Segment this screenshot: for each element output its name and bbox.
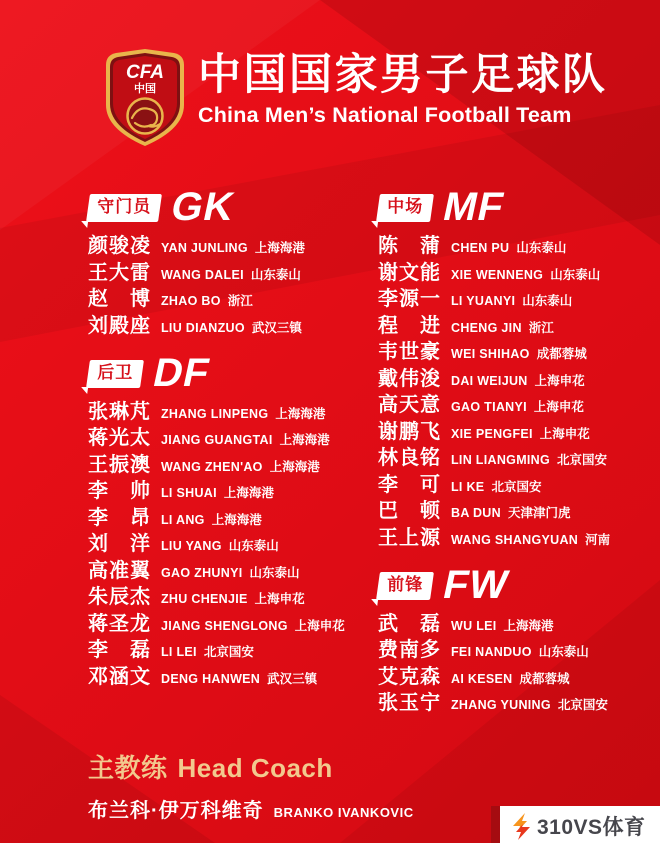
player-club: 山东泰山 — [228, 539, 279, 553]
player-name-cn: 张玉宁 — [378, 692, 440, 714]
player-name-cn: 李磊 — [88, 639, 150, 661]
player-name-cn: 陈蒲 — [378, 235, 440, 257]
player-name-pinyin: GAO TIANYI — [451, 400, 527, 414]
player-row — [88, 455, 378, 475]
player-club: 山东泰山 — [538, 645, 589, 659]
section-label-en: DF — [149, 350, 215, 395]
player-club: 上海海港 — [269, 459, 320, 474]
player-name-cn: 韦世豪 — [378, 341, 440, 363]
watermark-badge — [500, 806, 660, 843]
player-name-pinyin: YAN JUNLING — [161, 241, 248, 255]
head-coach-name-en: BRANKO IVANKOVIC — [273, 805, 414, 820]
player-name-pinyin: LI ANG — [161, 512, 205, 527]
player-name-cn: 王上源 — [378, 526, 440, 549]
player-club: 天津津门虎 — [507, 506, 571, 520]
player-club: 上海海港 — [211, 512, 262, 527]
section-header-gk — [88, 185, 378, 229]
player-name-pinyin: ZHU CHENJIE — [161, 592, 248, 606]
player-name-pinyin: LI SHUAI — [161, 486, 217, 500]
player-name-cn: 李可 — [378, 473, 440, 496]
player-club: 浙江 — [528, 320, 554, 335]
section-header-df — [88, 350, 378, 395]
player-name-cn: 巴顿 — [378, 500, 440, 522]
player-name-pinyin: LI YUANYI — [451, 294, 516, 308]
player-club: 成都蓉城 — [519, 671, 570, 686]
player-name-cn: 蒋圣龙 — [88, 612, 150, 635]
player-club: 武汉三镇 — [267, 671, 318, 686]
player-name-cn: 刘洋 — [88, 533, 150, 555]
player-name-pinyin: WEI SHIHAO — [451, 347, 530, 361]
section-label-cn: 守门员 — [97, 197, 152, 216]
player-name-pinyin: LI KE — [451, 479, 485, 494]
section-label-en: MF — [439, 185, 509, 229]
player-name-pinyin: WANG SHANGYUAN — [451, 532, 579, 547]
player-row — [378, 369, 656, 389]
page-subtitle: China Men’s National Football Team — [198, 103, 572, 128]
player-name-cn: 王大雷 — [88, 261, 150, 284]
player-row — [378, 501, 656, 521]
svg-text:中国: 中国 — [134, 83, 156, 95]
player-name-cn: 蒋光太 — [88, 427, 150, 449]
player-name-cn: 武磊 — [378, 612, 440, 635]
player-name-cn: 林良铭 — [378, 447, 440, 469]
player-row — [88, 316, 378, 336]
player-name-cn: 李昂 — [88, 506, 150, 529]
player-club: 河南 — [585, 532, 611, 547]
player-name-pinyin: LIN LIANGMING — [451, 453, 551, 467]
player-name-cn: 李帅 — [88, 480, 150, 502]
section-label-cn: 中场 — [387, 197, 424, 216]
head-coach-title-en: Head Coach — [177, 753, 333, 783]
player-name-pinyin: ZHAO BO — [161, 294, 221, 308]
player-name-cn: 刘殿座 — [88, 314, 150, 337]
roster-column-right — [378, 186, 656, 720]
player-club: 上海海港 — [254, 241, 305, 255]
player-club: 上海申花 — [294, 618, 345, 633]
head-coach-name-cn: 布兰科·伊万科维奇 — [88, 800, 264, 822]
player-name-cn: 李源一 — [378, 288, 440, 310]
player-row — [378, 640, 656, 660]
player-name-cn: 张琳芃 — [88, 400, 150, 423]
player-row — [378, 693, 656, 713]
watermark-text: 310VS体育 — [537, 816, 646, 839]
player-club: 上海海港 — [275, 406, 326, 421]
player-row — [378, 289, 656, 309]
player-club: 上海申花 — [254, 592, 305, 606]
player-club: 武汉三镇 — [251, 320, 302, 335]
player-row — [88, 289, 378, 309]
player-row — [378, 422, 656, 442]
player-name-cn: 高准翼 — [88, 559, 150, 582]
player-row — [88, 481, 378, 501]
player-row — [88, 402, 378, 422]
player-name-cn: 谢鹏飞 — [378, 420, 440, 443]
player-name-pinyin: CHEN PU — [451, 241, 510, 255]
player-name-pinyin: XIE WENNENG — [451, 267, 544, 282]
player-club: 北京国安 — [203, 645, 254, 659]
player-name-pinyin: AI KESEN — [451, 671, 513, 686]
player-row — [88, 561, 378, 581]
player-club: 上海申花 — [539, 426, 590, 441]
player-name-pinyin: LI LEI — [161, 645, 197, 659]
section-label-cn: 前锋 — [387, 574, 424, 594]
player-club: 山东泰山 — [550, 267, 601, 282]
player-name-pinyin: WU LEI — [451, 618, 497, 633]
section-label-en: GK — [167, 185, 239, 229]
player-club: 北京国安 — [557, 698, 608, 712]
section-label-cn-box — [376, 194, 434, 222]
player-club: 山东泰山 — [250, 267, 301, 282]
head-coach-title — [88, 748, 414, 785]
player-row — [88, 640, 378, 660]
player-row — [88, 614, 378, 634]
section-label-cn-box — [376, 572, 434, 600]
player-name-pinyin: LIU YANG — [161, 539, 222, 553]
player-name-cn: 艾克森 — [378, 665, 440, 688]
player-name-pinyin: GAO ZHUNYI — [161, 565, 243, 580]
player-name-cn: 王振澳 — [88, 453, 150, 476]
player-club: 上海海港 — [279, 433, 330, 447]
player-name-pinyin: WANG DALEI — [161, 267, 244, 282]
roster-column-left — [88, 186, 378, 693]
player-club: 山东泰山 — [516, 241, 567, 255]
player-name-pinyin: ZHANG YUNING — [451, 698, 551, 712]
player-row — [378, 667, 656, 687]
lightning-icon — [510, 813, 533, 840]
player-name-pinyin: JIANG GUANGTAI — [161, 433, 273, 447]
player-row — [88, 428, 378, 448]
player-row — [378, 342, 656, 362]
section-label-cn-box — [86, 194, 162, 222]
player-name-pinyin: DENG HANWEN — [161, 671, 261, 686]
player-name-pinyin: XIE PENGFEI — [451, 426, 533, 441]
head-coach-block — [88, 748, 414, 823]
player-row — [88, 534, 378, 554]
player-name-cn: 谢文能 — [378, 261, 440, 284]
player-row — [88, 508, 378, 528]
header-title-block — [198, 52, 628, 128]
section-label-cn-box — [86, 360, 144, 388]
player-name-cn: 朱辰杰 — [88, 586, 150, 608]
player-club: 成都蓉城 — [536, 347, 587, 361]
player-club: 上海申花 — [534, 373, 585, 388]
player-row — [378, 614, 656, 634]
cfa-crest-icon — [102, 48, 188, 148]
section-label-en: FW — [439, 562, 513, 607]
player-name-pinyin: JIANG SHENGLONG — [161, 618, 288, 633]
player-row — [88, 236, 378, 256]
player-row — [378, 236, 656, 256]
player-name-pinyin: FEI NANDUO — [451, 645, 532, 659]
head-coach-title-cn: 主教练 — [88, 753, 168, 783]
player-row — [378, 263, 656, 283]
player-name-pinyin: ZHANG LINPENG — [161, 406, 269, 421]
player-row — [88, 667, 378, 687]
player-name-cn: 程进 — [378, 314, 440, 337]
player-name-pinyin: CHENG JIN — [451, 320, 522, 335]
player-name-cn: 戴伟浚 — [378, 367, 440, 390]
player-club: 山东泰山 — [249, 565, 300, 580]
player-name-pinyin: DAI WEIJUN — [451, 373, 528, 388]
svg-text:CFA: CFA — [126, 62, 164, 83]
section-header-fw — [378, 562, 656, 607]
player-club: 上海海港 — [223, 486, 274, 500]
player-name-cn: 费南多 — [378, 639, 440, 661]
player-name-cn: 赵博 — [88, 288, 150, 310]
player-club: 北京国安 — [557, 453, 608, 467]
player-club: 上海海港 — [503, 618, 554, 633]
player-name-pinyin: BA DUN — [451, 506, 501, 520]
player-row — [88, 263, 378, 283]
player-row — [378, 448, 656, 468]
player-row — [378, 395, 656, 415]
player-name-cn: 高天意 — [378, 394, 440, 416]
section-label-cn: 后卫 — [97, 362, 134, 382]
player-club: 浙江 — [227, 294, 253, 308]
player-row — [378, 475, 656, 495]
player-club: 山东泰山 — [522, 294, 573, 308]
player-club: 北京国安 — [491, 479, 542, 494]
player-name-cn: 邓涵文 — [88, 665, 150, 688]
player-name-pinyin: WANG ZHEN'AO — [161, 459, 263, 474]
player-row — [88, 587, 378, 607]
player-name-cn: 颜骏凌 — [88, 235, 150, 257]
page-title: 中国国家男子足球队 — [198, 51, 608, 99]
head-coach-name — [88, 794, 414, 823]
player-row — [378, 528, 656, 548]
player-name-pinyin: LIU DIANZUO — [161, 320, 245, 335]
section-header-mf — [378, 185, 656, 229]
player-row — [378, 316, 656, 336]
player-club: 上海申花 — [533, 400, 584, 414]
